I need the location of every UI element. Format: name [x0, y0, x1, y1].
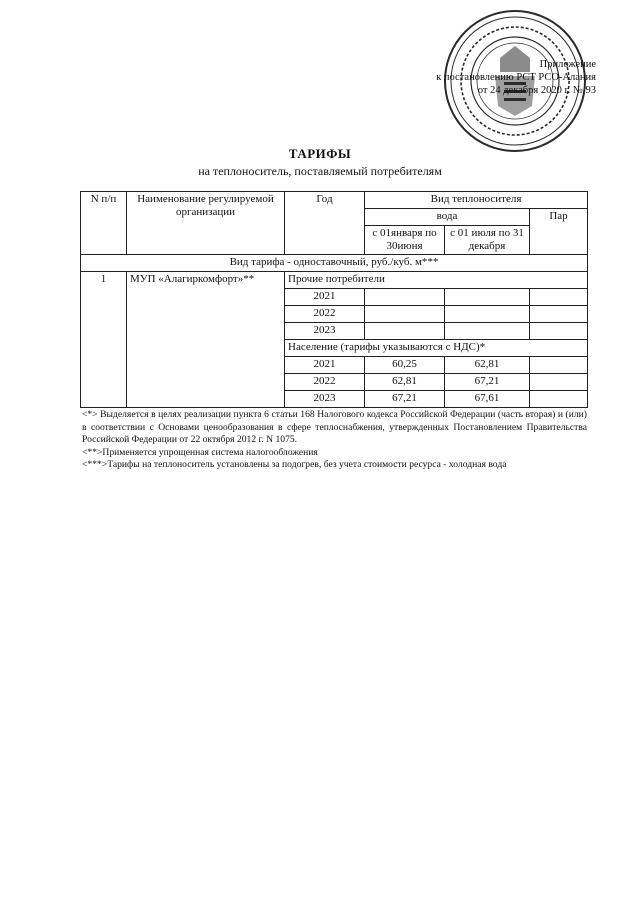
year-cell: 2022 [285, 374, 365, 391]
document-title: ТАРИФЫ [288, 146, 352, 161]
group-label-population: Население (тарифы указываются с НДС)* [285, 340, 588, 357]
row-number: 1 [81, 272, 127, 408]
header-period-2: с 01 июля по 31 декабря [445, 226, 530, 255]
value-cell [530, 357, 588, 374]
footnote-1: <*> Выделяется в целях реализации пункта 6 статьи 168 Налогового кодекса Российской Федерации (часть вторая) и (или) в соответствии с Основами ценообразования в сфере теплоснабжения, утвержденных Постановлением Правительства Российской Федерации от 22 октября 2012 г. N 1075. [82, 409, 587, 445]
value-cell [365, 306, 445, 323]
value-cell: 62,81 [365, 374, 445, 391]
value-cell: 67,21 [365, 391, 445, 408]
footnotes [82, 409, 587, 472]
footnote-3: <***>Тарифы на теплоноситель установлены за подогрев, без учета стоимости ресурса - холодная вода [82, 459, 507, 470]
header-num: N п/п [81, 192, 127, 255]
document-subtitle: на теплоноситель, поставляемый потребителям [198, 164, 442, 178]
appendix-line-1: Приложение [539, 59, 596, 70]
header-steam: Пар [530, 209, 588, 255]
header-org: Наименование регулируемой организации [127, 192, 285, 255]
appendix-line-3: от 24 декабря 2020 г. № 93 [477, 85, 596, 96]
year-cell: 2021 [285, 289, 365, 306]
year-cell: 2021 [285, 357, 365, 374]
value-cell [530, 374, 588, 391]
footnote-2: <**>Применяется упрощенная система налогообложения [82, 446, 318, 458]
value-cell [530, 391, 588, 408]
year-cell: 2022 [285, 306, 365, 323]
header-period-1: с 01января по 30июня [365, 226, 445, 255]
value-cell [530, 289, 588, 306]
value-cell: 60,25 [365, 357, 445, 374]
value-cell [530, 323, 588, 340]
appendix-block [436, 58, 596, 97]
value-cell [365, 289, 445, 306]
value-cell [365, 323, 445, 340]
value-cell: 62,81 [445, 357, 530, 374]
value-cell: 67,61 [445, 391, 530, 408]
header-year: Год [285, 192, 365, 255]
value-cell [445, 323, 530, 340]
tariff-type-row: Вид тарифа - одноставочный, руб./куб. м*** [81, 255, 588, 272]
appendix-line-2: к постановлению РСТ РСО-Алания [436, 72, 596, 83]
header-coolant-type: Вид теплоносителя [365, 192, 588, 209]
value-cell: 67,21 [445, 374, 530, 391]
value-cell [445, 289, 530, 306]
organization-name: МУП «Алагиркомфорт»** [127, 272, 285, 408]
value-cell [530, 306, 588, 323]
header-water: вода [365, 209, 530, 226]
tariff-table [80, 191, 588, 408]
year-cell: 2023 [285, 323, 365, 340]
group-label-other: Прочие потребители [285, 272, 588, 289]
value-cell [445, 306, 530, 323]
year-cell: 2023 [285, 391, 365, 408]
